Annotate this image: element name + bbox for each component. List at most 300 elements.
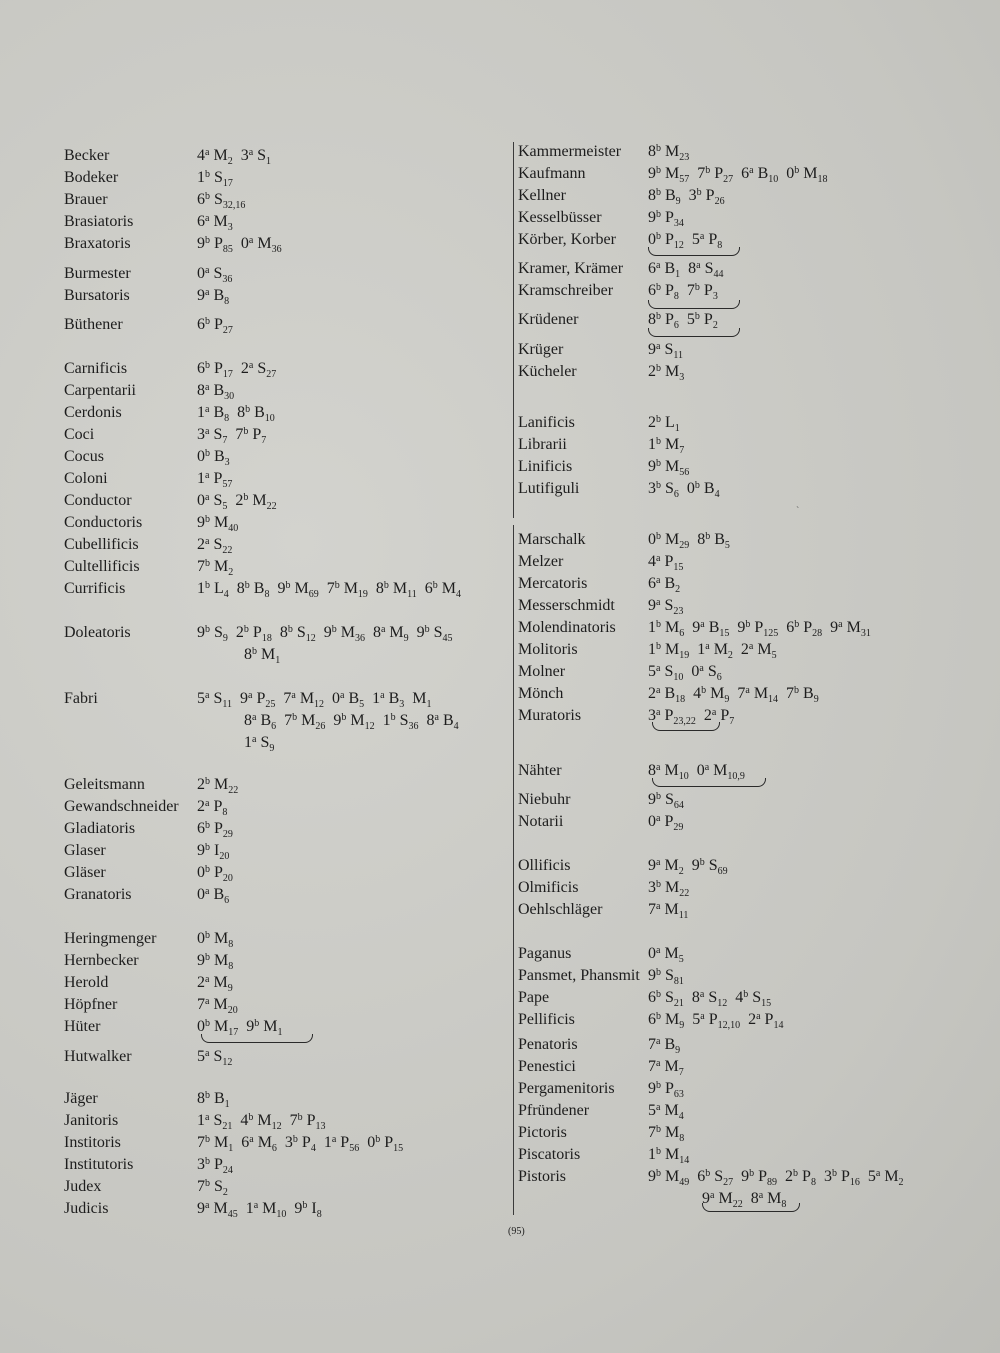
entry-name: Oehlschläger: [518, 901, 603, 918]
entry-name: Judex: [64, 1178, 102, 1195]
reference: 3$^b$ $P_{26}$: [688, 187, 725, 207]
reference: 9$^b$ $M_{57}$: [648, 165, 690, 185]
entry-references: [197, 884, 237, 906]
entry-name: Hernbecker: [64, 952, 139, 969]
reference: 0$^b$ $M_{18}$: [786, 165, 828, 185]
entry-name: Judicis: [64, 1200, 109, 1217]
entry-name: Glaser: [64, 842, 106, 859]
reference: 4$^a$ $M_2$: [197, 147, 233, 167]
entry-references: [648, 877, 697, 899]
entry-references: [648, 595, 691, 617]
entry-name: Carnificis: [64, 360, 128, 377]
entry-name: Heringmenger: [64, 930, 157, 947]
entry-references: [197, 972, 241, 994]
entry-name: Burmester: [64, 265, 131, 282]
entry-references: [197, 490, 285, 512]
entry-references: [197, 840, 237, 862]
entry-name: Messerschmidt: [518, 597, 615, 614]
reference: 9$^b$ $M_1$: [246, 1018, 283, 1038]
reference: 1$^a$ $S_{21}$: [197, 1112, 233, 1132]
reference: 9$^a$ $M_{31}$: [830, 619, 871, 639]
entry-name: Pape: [518, 989, 550, 1006]
entry-references: [197, 1046, 240, 1068]
entry-references: [197, 1176, 236, 1198]
reference: 9$^a$ $B_8$: [197, 287, 230, 307]
reference: 0$^b$ $P_{12}$: [648, 231, 684, 251]
reference: 6$^b$ $S_{32,16}$: [197, 191, 246, 211]
reference: 9$^b$ $P_{89}$: [741, 1168, 778, 1188]
reference: 7$^a$ $M_{11}$: [648, 901, 689, 921]
reference: 8$^a$ $B_{30}$: [197, 382, 235, 402]
reference: 1$^a$ $P_{57}$: [197, 470, 233, 490]
reference: 2$^a$ $S_{22}$: [197, 536, 233, 556]
entry-references: [197, 774, 246, 796]
reference: 2$^b$ $M_{22}$: [235, 492, 277, 512]
reference: 0$^a$ $B_6$: [197, 886, 230, 906]
entry-references: [648, 456, 697, 478]
reference: 0$^a$ $S_{36}$: [197, 265, 233, 285]
reference: 2$^a$ $B_{18}$: [648, 685, 686, 705]
entry-references: [197, 512, 246, 534]
entry-references: [197, 402, 283, 424]
entry-name: Muratoris: [518, 707, 582, 724]
reference: 8$^a$ $B_4$: [426, 712, 459, 732]
reference: 1$^b$ $L_4$: [197, 580, 229, 600]
reference: 0$^a$ $M_{36}$: [240, 235, 282, 255]
entry-references: [197, 818, 241, 840]
entry-name: Kesselbüsser: [518, 209, 602, 226]
entry-name: Notarii: [518, 813, 564, 830]
reference: 3$^b$ $P_4$: [284, 1134, 316, 1154]
entry-name: Krüger: [518, 341, 564, 358]
reference: 8$^a$ $S_{44}$: [688, 260, 724, 280]
entry-name: Molitoris: [518, 641, 578, 658]
reference: 0$^b$ $B_4$: [686, 480, 720, 500]
reference: 2$^a$ $P_8$: [197, 798, 228, 818]
reference: 0$^b$ $M_{29}$: [648, 531, 690, 551]
reference: 8$^b$ $S_{12}$: [279, 624, 316, 644]
reference: 8$^a$ $B_6$: [244, 712, 277, 732]
reference: 8$^b$ $M_{23}$: [648, 143, 690, 163]
reference: 6$^b$ $P_{28}$: [786, 619, 823, 639]
reference: 5$^a$ $S_{12}$: [197, 1048, 233, 1068]
entry-references: [648, 529, 738, 551]
entry-name: Bursatoris: [64, 287, 130, 304]
entry-name: Conductor: [64, 492, 132, 509]
entry-references: [197, 950, 241, 972]
entry-name: Carpentarii: [64, 382, 136, 399]
reference: 6$^b$ $P_{29}$: [197, 820, 233, 840]
reference: 9$^a$ $B_{15}$: [692, 619, 730, 639]
entry-name: Penestici: [518, 1058, 576, 1075]
entry-references: [648, 683, 827, 705]
reference: 0$^a$ $M_{10,9}$: [696, 762, 745, 782]
reference: 0$^a$ $M_5$: [648, 945, 684, 965]
reference: 7$^b$ $M_8$: [648, 1124, 685, 1144]
entry-references: [197, 1132, 411, 1154]
reference: 9$^b$ $P_{85}$: [197, 235, 233, 255]
entry-references: [648, 1166, 912, 1188]
entry-references: [648, 185, 733, 207]
entry-name: Linificis: [518, 458, 573, 475]
entry-name: Molner: [518, 663, 566, 680]
entry-name: Coloni: [64, 470, 108, 487]
entry-name: Kammermeister: [518, 143, 622, 160]
entry-name: Brauer: [64, 191, 108, 208]
reference: 0$^b$ $M_{17}$: [197, 1018, 239, 1038]
entry-name: Gläser: [64, 864, 106, 881]
entry-references: [197, 994, 246, 1016]
entry-name: Penatoris: [518, 1036, 578, 1053]
entry-references: [648, 965, 692, 987]
reference: 9$^b$ $S_{81}$: [648, 967, 684, 987]
entry-references: [648, 1100, 692, 1122]
reference: 9$^b$ $M_{12}$: [333, 712, 375, 732]
entry-name: Kramer, Krämer: [518, 260, 624, 277]
entry-references: [648, 1056, 692, 1078]
reference: 8$^b$ $B_1$: [197, 1090, 230, 1110]
reference: 7$^b$ $M_{19}$: [326, 580, 368, 600]
entry-references: [197, 534, 240, 556]
reference: 8$^b$ $B_{10}$: [237, 404, 275, 424]
entry-references: [197, 167, 241, 189]
entry-references: [197, 285, 237, 307]
entry-name: Librarii: [518, 436, 567, 453]
reference: 9$^b$ $M_{36}$: [323, 624, 365, 644]
entry-references: [197, 380, 242, 402]
entry-references: [197, 263, 240, 285]
reference: 6$^b$ $M_9$: [648, 1011, 685, 1031]
reference: 9$^a$ $M_{45}$: [197, 1200, 238, 1220]
reference: 5$^a$ $P_{12,10}$: [692, 1011, 741, 1031]
reference: 8$^a$ $M_8$: [750, 1190, 787, 1210]
entry-name: Pistoris: [518, 1168, 567, 1185]
reference: 5$^a$ $S_{11}$: [197, 690, 232, 710]
reference: 9$^a$ $P_{25}$: [240, 690, 276, 710]
entry-name: Institoris: [64, 1134, 121, 1151]
entry-name: Hutwalker: [64, 1048, 132, 1065]
reference: 0$^b$ $B_3$: [197, 448, 230, 468]
entry-name: Gladiatoris: [64, 820, 136, 837]
reference: 8$^a$ $M_9$: [372, 624, 409, 644]
reference: 9$^b$ $M_{69}$: [277, 580, 319, 600]
entry-name: Ollificis: [518, 857, 571, 874]
reference: 8$^b$ $M_1$: [244, 646, 281, 666]
entry-references: [648, 412, 688, 434]
entry-references: [197, 1198, 330, 1220]
entry-references: [648, 551, 691, 573]
reference: 1$^b$ $S_{36}$: [382, 712, 419, 732]
reference: 2$^b$ $M_3$: [648, 363, 685, 383]
entry-name: Becker: [64, 147, 110, 164]
reference: 7$^b$ $P_7$: [235, 426, 267, 446]
entry-references: [648, 1122, 692, 1144]
reference: 9$^b$ $M_{40}$: [197, 514, 239, 534]
reference: 9$^a$ $S_{23}$: [648, 597, 684, 617]
reference: 1$^a$ $M_{10}$: [245, 1200, 287, 1220]
entry-name: Pansmet, Phansmit: [518, 967, 640, 984]
brace-kruedener: [648, 328, 740, 337]
entry-continuation: [244, 644, 288, 666]
entry-name: Gewandschneider: [64, 798, 179, 815]
entry-references: [197, 622, 461, 644]
brace-naehter: [652, 778, 766, 787]
entry-references: [197, 1088, 238, 1110]
reference: 6$^a$ $M_6$: [241, 1134, 277, 1154]
entry-name: Molendinatoris: [518, 619, 616, 636]
reference: 4$^a$ $P_{15}$: [648, 553, 684, 573]
reference: 7$^b$ $B_9$: [786, 685, 819, 705]
reference: 5$^a$ $M_4$: [648, 1102, 684, 1122]
entry-references: [197, 468, 240, 490]
entry-name: Braxatoris: [64, 235, 131, 252]
reference: 2$^a$ $M_5$: [740, 641, 777, 661]
entry-name: Pellificis: [518, 1011, 575, 1028]
entry-references: [197, 424, 274, 446]
reference: 3$^b$ $P_{16}$: [823, 1168, 860, 1188]
reference: 2$^a$ $P_7$: [703, 707, 735, 727]
brace-kramschreiber: [648, 300, 740, 309]
reference: 7$^b$ $M_1$: [197, 1134, 234, 1154]
entry-references: [648, 163, 836, 185]
entry-references: [648, 943, 692, 965]
entry-name: Cerdonis: [64, 404, 122, 421]
entry-references: [197, 578, 469, 600]
entry-name: Fabri: [64, 690, 98, 707]
reference: 8$^b$ $P_6$: [648, 311, 679, 331]
reference: 9$^b$ $P_{63}$: [648, 1080, 684, 1100]
reference: 7$^a$ $M_{14}$: [737, 685, 779, 705]
reference: 9$^b$ $S_9$: [197, 624, 228, 644]
reference: 6$^b$ $M_4$: [424, 580, 462, 600]
entry-references: [197, 556, 241, 578]
entry-name: Paganus: [518, 945, 572, 962]
entry-name: Mercatoris: [518, 575, 588, 592]
entry-references: [648, 1078, 692, 1100]
paper-blemish: ˋ: [796, 506, 800, 517]
reference: 7$^a$ $M_{12}$: [283, 690, 325, 710]
reference: 7$^a$ $B_9$: [648, 1036, 681, 1056]
entry-references: [648, 899, 696, 921]
reference: 1$^a$ $M_2$: [697, 641, 733, 661]
reference: 6$^a$ $B_1$: [648, 260, 681, 280]
entry-name: Kramschreiber: [518, 282, 614, 299]
reference: 9$^b$ $I_{20}$: [197, 842, 230, 862]
entry-references: [648, 811, 691, 833]
reference: 6$^a$ $M_3$: [197, 213, 233, 233]
entry-name: Krüdener: [518, 311, 579, 328]
reference: 0$^b$ $P_{20}$: [197, 864, 233, 884]
reference: 8$^b$ $B_8$: [236, 580, 270, 600]
entry-references: [197, 796, 235, 818]
reference: 7$^b$ $P_3$: [686, 282, 718, 302]
reference: 7$^b$ $P_{27}$: [697, 165, 734, 185]
entry-references: [197, 446, 238, 468]
reference: 3$^b$ $P_{24}$: [197, 1156, 233, 1176]
entry-references: [648, 1034, 688, 1056]
reference: 5$^a$ $P_8$: [691, 231, 723, 251]
entry-name: Doleatoris: [64, 624, 131, 641]
reference: 4$^b$ $S_{15}$: [735, 989, 772, 1009]
reference: 1$^a$ $B_3$: [372, 690, 405, 710]
reference: 1$^a$ $S_9$: [244, 734, 275, 754]
reference: 7$^b$ $M_2$: [197, 558, 234, 578]
entry-references: [648, 207, 692, 229]
entry-name: Currificis: [64, 580, 126, 597]
reference: 7$^a$ $M_{20}$: [197, 996, 238, 1016]
entry-name: Coci: [64, 426, 95, 443]
reference: 6$^b$ $P_8$: [648, 282, 679, 302]
entry-name: Cubellificis: [64, 536, 139, 553]
reference: 9$^b$ $M_{56}$: [648, 458, 690, 478]
reference: 7$^b$ $M_{26}$: [284, 712, 326, 732]
reference: 9$^b$ $S_{69}$: [691, 857, 728, 877]
reference: 6$^b$ $P_{27}$: [197, 316, 233, 336]
reference: 6$^b$ $S_{21}$: [648, 989, 684, 1009]
entry-name: Brasiatoris: [64, 213, 134, 230]
entry-name: Institutoris: [64, 1156, 134, 1173]
reference: 1$^b$ $M_6$: [648, 619, 685, 639]
reference: 5$^a$ $M_2$: [867, 1168, 904, 1188]
reference: 0$^b$ $P_{15}$: [367, 1134, 404, 1154]
reference: 3$^b$ $M_{22}$: [648, 879, 690, 899]
entry-name: Höpfner: [64, 996, 118, 1013]
entry-name: Melzer: [518, 553, 564, 570]
reference: 4$^b$ $M_{12}$: [240, 1112, 282, 1132]
reference: 2$^b$ $P_8$: [785, 1168, 816, 1188]
reference: 8$^b$ $M_{11}$: [375, 580, 417, 600]
reference: 0$^a$ $B_5$: [332, 690, 365, 710]
reference: 3$^a$ $S_1$: [240, 147, 272, 167]
reference: 1$^b$ $S_{17}$: [197, 169, 233, 189]
reference: 9$^b$ $I_8$: [294, 1200, 322, 1220]
reference: 1$^a$ $B_8$: [197, 404, 230, 424]
entry-references: [197, 211, 241, 233]
reference: 2$^b$ $M_{22}$: [197, 776, 239, 796]
entry-name: Pfründener: [518, 1102, 590, 1119]
entry-name: Janitoris: [64, 1112, 119, 1129]
entry-name: Granatoris: [64, 886, 132, 903]
entry-references: [197, 189, 253, 211]
reference: 2$^b$ $P_{18}$: [235, 624, 272, 644]
entry-references: [648, 339, 691, 361]
entry-references: [648, 361, 692, 383]
brace-hueter: [201, 1034, 313, 1043]
entry-name: Körber, Korber: [518, 231, 616, 248]
entry-name: Cultellificis: [64, 558, 140, 575]
entry-name: Kaufmann: [518, 165, 586, 182]
reference: 9$^b$ $S_{64}$: [648, 791, 684, 811]
entry-name: Hüter: [64, 1018, 101, 1035]
entry-name: Lutifiguli: [518, 480, 580, 497]
entry-name: Pergamenitoris: [518, 1080, 615, 1097]
entry-references: [197, 314, 241, 336]
entry-references: [197, 928, 241, 950]
entry-references: [648, 141, 697, 163]
entry-references: [197, 233, 290, 255]
reference: 3$^a$ $P_{23,22}$: [648, 707, 696, 727]
entry-references: [648, 617, 879, 639]
reference: 2$^a$ $M_9$: [197, 974, 233, 994]
entry-references: [648, 1144, 697, 1166]
reference: 8$^b$ $B_9$: [648, 187, 681, 207]
entry-references: [648, 987, 779, 1009]
entry-references: [648, 258, 731, 280]
reference: 1$^b$ $M_{14}$: [648, 1146, 690, 1166]
reference: 9$^b$ $M_{49}$: [648, 1168, 690, 1188]
entry-name: Kücheler: [518, 363, 577, 380]
reference: 8$^a$ $M_{10}$: [648, 762, 689, 782]
reference: 9$^b$ $P_{34}$: [648, 209, 684, 229]
entry-references: [648, 661, 730, 683]
reference: 0$^a$ $P_{29}$: [648, 813, 684, 833]
entry-references: [648, 434, 692, 456]
entry-references: [648, 1009, 791, 1031]
reference: 1$^a$ $P_{56}$: [323, 1134, 360, 1154]
reference: 9$^a$ $M_{22}$: [702, 1190, 743, 1210]
entry-name: Niebuhr: [518, 791, 571, 808]
entry-name: Marschalk: [518, 531, 586, 548]
reference: 9$^a$ $S_{11}$: [648, 341, 683, 361]
entry-continuation: [244, 732, 282, 754]
entry-references: [197, 358, 284, 380]
entry-name: Büthener: [64, 316, 123, 333]
reference: 2$^a$ $P_{14}$: [748, 1011, 784, 1031]
entry-references: [197, 688, 440, 710]
reference: 9$^b$ $M_8$: [197, 952, 234, 972]
entry-name: Piscatoris: [518, 1146, 581, 1163]
reference: 7$^b$ $S_2$: [197, 1178, 228, 1198]
reference: 6$^a$ $B_{10}$: [741, 165, 779, 185]
entry-references: [648, 639, 785, 661]
reference: 3$^a$ $S_7$: [197, 426, 228, 446]
entry-references: [648, 478, 728, 500]
reference: $M_1$: [412, 690, 432, 710]
reference: 8$^b$ $B_5$: [697, 531, 730, 551]
entry-references: [197, 862, 241, 884]
brace-koerber: [648, 247, 740, 256]
reference: 9$^b$ $S_{45}$: [416, 624, 453, 644]
entry-name: Lanificis: [518, 414, 575, 431]
column-divider-bottom: [513, 525, 514, 1215]
reference: 3$^b$ $S_6$: [648, 480, 679, 500]
reference: 8$^a$ $S_{12}$: [691, 989, 728, 1009]
entry-name: Mönch: [518, 685, 564, 702]
reference: 0$^a$ $S_5$: [197, 492, 228, 512]
entry-name: Kellner: [518, 187, 566, 204]
brace-muratoris: [652, 722, 720, 731]
entry-references: [648, 855, 736, 877]
entry-name: Geleitsmann: [64, 776, 145, 793]
entry-name: Cocus: [64, 448, 104, 465]
entry-references: [648, 280, 726, 302]
reference: 0$^b$ $M_8$: [197, 930, 234, 950]
entry-references: [197, 145, 279, 167]
entry-name: Nähter: [518, 762, 562, 779]
reference: 0$^a$ $S_6$: [691, 663, 722, 683]
reference: 9$^b$ $P_{125}$: [737, 619, 779, 639]
entry-references: [197, 1110, 334, 1132]
reference: 5$^b$ $P_2$: [686, 311, 718, 331]
entry-references: [648, 789, 692, 811]
entry-references: [648, 573, 688, 595]
column-divider-middle: [513, 410, 514, 518]
reference: 6$^b$ $P_{17}$: [197, 360, 233, 380]
entry-name: Olmificis: [518, 879, 579, 896]
entry-continuation: [244, 710, 467, 732]
reference: 1$^b$ $M_{19}$: [648, 641, 690, 661]
reference: 7$^a$ $M_7$: [648, 1058, 684, 1078]
